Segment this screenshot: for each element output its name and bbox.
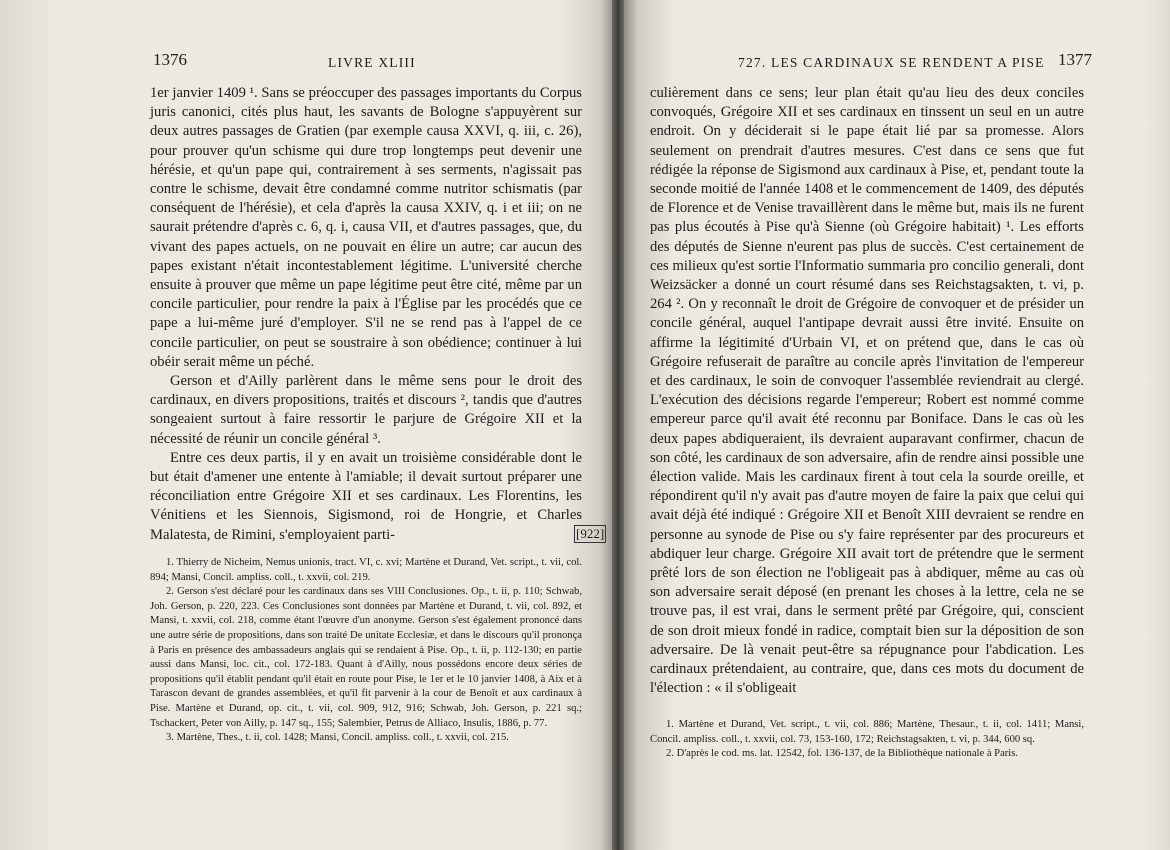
left-footnotes	[150, 556, 582, 746]
right-body	[650, 84, 1084, 699]
footnote: 3. Martène, Thes., t. ii, col. 1428; Mansi, Concil. ampliss. coll., t. xxvii, col. 215.	[166, 732, 509, 744]
paragraph: 1er janvier 1409 ¹. Sans se préoccuper des passages importants du Corpus juris canonici, cités plus haut, les savants de Bologne s'appuyèrent sur deux autres passages de Gratien (par exemple causa XXVI, q. iii, c. 26), pour prouver qu'un schisme qui dure trop longtemps peut devenir une hérésie, et qu'un pape qui, contrairement à ses serments, n'agissait pas contre le schisme, devait être condamné comme nutritor schismatis (par conséquent de l'hérésie), et cela d'après la causa XXIV, q. i et iii; on ne saurait prétendre d'après c. 6, q. i, causa VII, et d'autres passages, que, du vivant des papes actuels, on ne pouvait en élire un autre; car aucun des papes existant n'était incontestablement légitime. L'université cherche ensuite à prouver que même un pape légitime peut être cité, même par un concile particulier, pour rendre la paix à l'Église par les procédés que ce pape a lui-même juré d'employer. S'il ne se rend pas à l'appel de ce concile particulier, on peut se soustraire à son obédience; continuer à lui obéir serait même un péché.	[150, 85, 582, 370]
paragraph: Entre ces deux partis, il y en avait un troisième considérable dont le but était d'amener une entente à l'amiable; il devait surtout préparer une réconciliation entre Grégoire XII et ses cardinaux. Les Florentins, les Vénitiens et les Siennois, Sigismond, roi de Hongrie, et Charles Malatesta, de Rimini, s'employaient parti-	[150, 449, 582, 543]
footnote: 1. Martène et Durand, Vet. script., t. vii, col. 886; Martène, Thesaur., t. ii, col. 1411; Mansi, Concil. ampliss. coll., t. xxvii, col. 73, 153-160, 172; Reichstagsakten, t. vi, p. 344, 600 sq.	[650, 719, 1084, 745]
running-head-left: LIVRE XLIII	[328, 55, 416, 70]
running-head-right: 727. LES CARDINAUX SE RENDENT A PISE	[738, 55, 1045, 70]
page-number-right: 1377	[1058, 50, 1092, 69]
left-body	[150, 84, 582, 545]
footnote: 1. Thierry de Nicheim, Nemus unionis, tract. VI, c. xvi; Martène et Durand, Vet. script., t. vii, col. 894; Mansi, Concil. ampliss. coll., t. xxvii, col. 219.	[150, 557, 582, 583]
footnote: 2. D'après le cod. ms. lat. 12542, fol. 136-137, de la Bibliothèque nationale à Paris.	[666, 748, 1019, 760]
right-page	[624, 0, 1170, 850]
paragraph: Gerson et d'Ailly parlèrent dans le même sens pour le droit des cardinaux, en divers propositions, traités et discours ², tandis que d'autres songeaient surtout à faire ressortir le parjure de Grégoire XII et la nécessité de réunir un concile général ³.	[150, 373, 582, 447]
margin-note: [922]	[576, 526, 605, 541]
right-footnotes	[650, 718, 1084, 762]
paragraph: culièrement dans ce sens; leur plan était qu'au lieu des deux conciles convoqués, Grégoire XII et ses cardinaux en tinssent un seul en un autre endroit. On y déciderait si le pape était lié par sa promesse. Alors seulement on prendrait d'autres mesures. C'est dans ce sens que fut rédigée la réponse de Sigismond aux cardinaux à Pise, et, pendant toute la seconde moitié de l'année 1408 et le commencement de 1409, des députés de Florence et de Venise travaillèrent dans le même but, mais ils ne furent pas plus écoutés à Pise qu'à Sienne (où Grégoire habitait) ¹. Les efforts des députés de Sienne n'eurent pas plus de succès. C'est certainement de ces milieux qu'est sortie l'Informatio summaria pro concilio generali, dont Weizsäcker a donné un court résumé dans ses Reichstagsakten, t. vi, p. 264 ². On y reconnaît le droit de Grégoire de convoquer et de présider un concile général, auquel l'antipape devrait aussi être invité. Ensuite on affirme la légitimité d'Urbain VI, et on prétend que, dans le cas où Grégoire refuserait de paraître au concile après l'invitation de l'empereur et des cardinaux, le soin de convoquer l'assemblée reviendrait au clergé. L'exécution des décisions regarde l'empereur; Robert est nommé comme empereur parce qu'il avait été reconnu par Boniface. Dans le cas où les deux papes abdiqueraient, ils devraient auparavant confirmer, chacun de son côté, les cardinaux de son adversaire, afin de rendre ainsi possible une élection valide. Mais les cardinaux firent à tout cela la sourde oreille, et répondirent qu'il n'y avait pas d'autre moyen de faire la paix que celui qui avait déjà été indiqué : Grégoire XII et Benoît XIII devraient se rendre en personne au synode de Pise ou s'y faire représenter par des procureurs et abdiquer leur charge. Grégoire XII avait tort de prétendre que le serment prêté lors de son élection ne l'obligeait pas à abdiquer, même au cas où son adversaire serait déposé (en prenant les choses à la lettre, cela ne se trouve pas, il est vrai, dans le serment prêté par Grégoire, qui, conscient de son droit mieux fondé in radice, comptait bien sur la déposition de son adversaire. De là venait peut-être sa répugnance pour l'abdication. Les cardinaux prétendaient, au contraire, que, dans ces mots du document de l'élection : « il s'obligeait	[650, 85, 1084, 697]
footnote: 2. Gerson s'est déclaré pour les cardinaux dans ses VIII Conclusiones. Op., t. ii, p. 110; Schwab, Joh. Gerson, p. 220, 223. Ces Conclusiones sont données par Martène et Durand, t. vii, col. 892, et Mansi, t. xxvii, col. 218, comme étant l'œuvre d'un anonyme. Gerson s'est également prononcé dans une autre série de propositions, dans son traité De unitate Ecclesiæ, et dans le discours qu'il prononça à Paris en présence des ambassadeurs anglais qui se rendaient à Pise. Op., t. ii, p. 112-130; en partie aussi dans Mansi, loc. cit., col. 172-183. Quant à d'Ailly, nous possédons encore deux séries de propositions qu'il établit pendant qu'il était en route pour Pise, le 1er et le 10 janvier 1408, à Aix et à Tarascon devant de grandes assemblées, et qu'il fit parvenir à la cour de Benoît et aux cardinaux à Pise. Martène et Durand, op. cit., t. vii, col. 909, 912, 916; Schwab, Joh. Gerson, p. 221 sq.; Tschackert, Peter von Ailly, p. 147 sq., 155; Salembier, Petrus de Alliaco, Insulis, 1886, p. 77.	[150, 586, 582, 729]
book-gutter	[612, 0, 624, 850]
page-number-left: 1376	[153, 50, 187, 69]
